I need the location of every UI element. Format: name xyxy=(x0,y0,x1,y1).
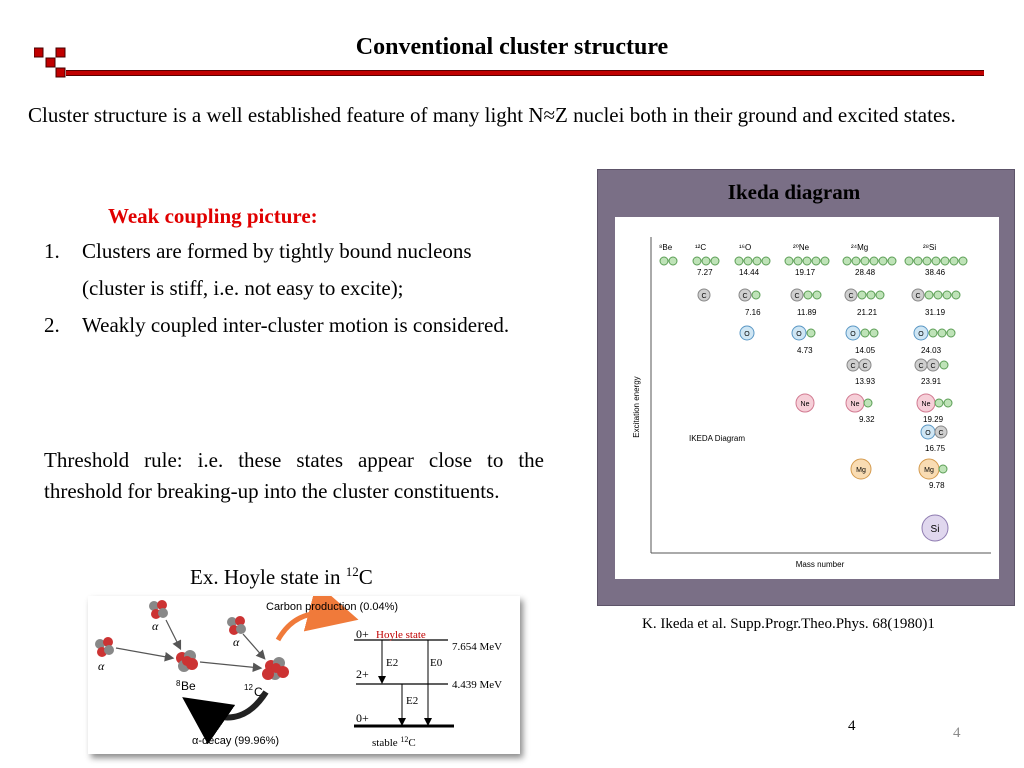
core-symbol: C xyxy=(794,293,800,300)
alpha-label: α xyxy=(152,619,159,633)
stable-element: C xyxy=(408,737,416,749)
alpha-particle-3-icon xyxy=(227,616,246,635)
hoyle-caption xyxy=(190,564,373,590)
core-symbol: Si xyxy=(930,524,940,535)
intro-text: Cluster structure is a well established feature of many light N≈Z nuclei both in their ground and excited states. xyxy=(28,103,956,127)
hoyle-level-spin: 0+ xyxy=(356,627,369,641)
core-symbol: C xyxy=(701,293,707,300)
c12-label: C xyxy=(254,685,263,699)
nucleus-header: ⁸Be xyxy=(659,243,673,252)
core-symbol: O xyxy=(850,331,856,338)
c12-nucleus-icon xyxy=(262,657,289,680)
slide-title: Conventional cluster structure xyxy=(355,34,669,60)
carbon-core-row xyxy=(698,289,960,301)
energy-label: 7.27 xyxy=(697,268,713,277)
energy-label: 16.75 xyxy=(925,444,946,453)
nucleus-header: ¹⁶O xyxy=(739,243,752,252)
threshold-rule-text: Threshold rule: i.e. these states appear close to the threshold for breaking-up into the cluster constituents. xyxy=(44,448,544,503)
core-symbol: C xyxy=(938,430,944,437)
hoyle-caption-element: C xyxy=(358,565,373,589)
core-symbol: C xyxy=(930,363,936,370)
core-symbol: Ne xyxy=(850,401,860,408)
core-symbol: O xyxy=(796,331,802,338)
mid-energy: 4.439 MeV xyxy=(452,679,503,691)
energy-label: 11.89 xyxy=(797,308,817,317)
carbon-production-arrow xyxy=(278,613,344,640)
be8-mass: 8 xyxy=(176,679,181,688)
energy-label: 9.78 xyxy=(929,481,945,490)
energy-label: 14.05 xyxy=(855,346,876,355)
title-rule xyxy=(66,70,984,76)
mid-level-spin: 2+ xyxy=(356,667,369,681)
double-carbon-symbols xyxy=(850,363,935,370)
stable-mass: 12 xyxy=(400,735,409,744)
carbon-production-label: Carbon production (0.04%) xyxy=(266,601,399,613)
hoyle-caption-mass: 12 xyxy=(345,564,359,579)
y-axis-label: Excitation energy xyxy=(632,376,641,438)
core-symbol: O xyxy=(925,430,931,437)
core-symbol: C xyxy=(850,363,856,370)
slide-number: 4 xyxy=(953,725,961,741)
e0-label: E0 xyxy=(430,657,443,669)
x-axis-label: Mass number xyxy=(795,560,845,569)
reference-citation: K. Ikeda et al. Supp.Progr.Theo.Phys. 68(1980)1 xyxy=(642,616,935,632)
energy-label: 19.29 xyxy=(923,415,944,424)
list-item-text: Weakly coupled inter-cluster motion is considered. xyxy=(82,313,510,337)
energy-label: 13.93 xyxy=(855,377,876,386)
core-symbol: C xyxy=(915,293,921,300)
nucleus-header: ²⁸Si xyxy=(923,243,937,252)
ikeda-inner-label: IKEDA Diagram xyxy=(689,434,746,443)
page-number: 4 xyxy=(848,718,856,734)
e2-label: E2 xyxy=(406,695,419,707)
core-symbol: Mg xyxy=(924,467,934,474)
nucleus-header: ²⁰Ne xyxy=(793,243,810,252)
alpha-label: α xyxy=(98,659,105,673)
core-symbol: O xyxy=(744,331,750,338)
energy-label: 31.19 xyxy=(925,308,946,317)
list-item-text: Clusters are formed by tightly bound nucleons (cluster is stiff, i.e. not easy to excite); xyxy=(82,239,472,300)
energy-label: 21.21 xyxy=(857,308,878,317)
stable-text: stable xyxy=(372,737,401,749)
energy-label: 38.46 xyxy=(925,268,946,277)
weak-coupling-list xyxy=(44,233,514,344)
nucleus-header: ²⁴Mg xyxy=(851,243,869,252)
hoyle-state-figure xyxy=(88,596,520,754)
nucleus-header: ¹²C xyxy=(695,243,707,252)
energy-label: 28.48 xyxy=(855,268,876,277)
oxygen-core-symbols xyxy=(744,331,924,338)
energy-label: 19.17 xyxy=(795,268,816,277)
alpha-cluster-row xyxy=(660,257,967,265)
alpha-label: α xyxy=(233,635,240,649)
list-item-number: 2. xyxy=(44,313,60,337)
core-symbol: C xyxy=(848,293,854,300)
list-item-number: 1. xyxy=(44,239,60,263)
be8-label: Be xyxy=(181,679,196,693)
weak-coupling-heading: Weak coupling picture: xyxy=(108,204,318,228)
alpha-decay-label: α-decay (99.96%) xyxy=(192,735,280,747)
e2-label: E2 xyxy=(386,657,399,669)
energy-label: 4.73 xyxy=(797,346,813,355)
energy-label: 9.32 xyxy=(859,415,875,424)
list-item xyxy=(44,233,514,307)
alpha-particle-2-icon xyxy=(149,600,168,619)
hoyle-caption-prefix: Ex. Hoyle state in xyxy=(190,565,346,589)
core-symbol: Ne xyxy=(921,401,931,408)
core-symbol: C xyxy=(918,363,924,370)
energy-label: 24.03 xyxy=(921,346,942,355)
stable-c12-label xyxy=(372,735,416,749)
hoyle-state-label: Hoyle state xyxy=(376,629,426,641)
energy-label: 23.91 xyxy=(921,377,942,386)
ikeda-diagram xyxy=(615,217,999,579)
core-symbol: Ne xyxy=(800,401,810,408)
ikeda-diagram-panel xyxy=(597,169,1015,606)
list-item xyxy=(44,307,514,344)
c12-mass: 12 xyxy=(244,683,253,692)
ground-level-spin: 0+ xyxy=(356,711,369,725)
hoyle-energy: 7.654 MeV xyxy=(452,641,503,653)
core-symbol: C xyxy=(862,363,868,370)
core-symbol: Mg xyxy=(856,467,866,474)
core-symbol: C xyxy=(742,293,748,300)
energy-label: 14.44 xyxy=(739,268,760,277)
ikeda-title: Ikeda diagram xyxy=(727,180,861,204)
alpha-particle-1-icon xyxy=(95,637,114,657)
core-symbol: O xyxy=(918,331,924,338)
be8-nucleus-icon xyxy=(176,650,198,672)
energy-label: 7.16 xyxy=(745,308,761,317)
